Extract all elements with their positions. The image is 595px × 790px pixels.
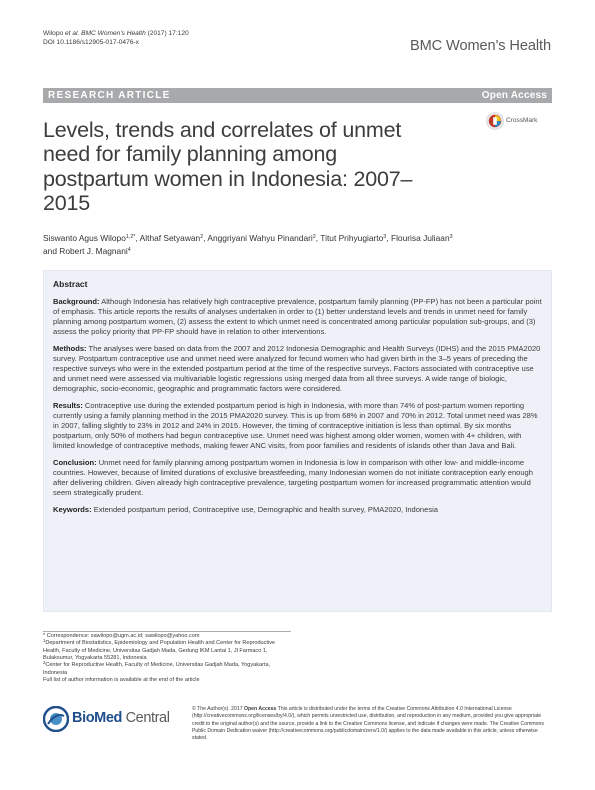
- affiliation-2: $^2$Center for Reproductive Health, Faculty of Medicine, Universitas Gadjah Mada, Yogyakarta, Indonesia: [43, 660, 271, 676]
- open-access-label: Open Access: [481, 89, 547, 101]
- abstract-results: Results: Contraceptive use during the extended postpartum period is high in Indonesia, with more than 74% of post-partum women reporting currently using a family planning method in the 2015 PMA2020 survey. This is up from 68% in 2007 and 70% in 2012. Total unmet need was 28% in 2007, falling slightly to 23% in 2012 and 24% in 2015. However, the timing of contraceptive initiation is less than optimal. By six months postpartum, only 50% of mothers had begun contraceptive use. Unmet need was highest among older women, women with 4+ children, with limited knowledge of contraceptive methods, making fewer ANC visits, from poor families and residents of islands other than Java and Bali.: [53, 400, 538, 451]
- citation-author: Wilopo: [43, 30, 64, 37]
- citation-volume: (2017) 17:120: [145, 30, 189, 37]
- crossmark-label: CrossMark: [506, 117, 538, 124]
- abstract-conclusion: Conclusion: Unmet need for family planning among postpartum women in Indonesia is low in comparison with other low- and middle-income countries. However, because of limited durations of exclusive breastfeeding, many Indonesian women do not initiate contraception early enough after delivering children. Given already high contraceptive prevalence, targeting postpartum women for increased programmatic attention would seem strategically prudent.: [53, 457, 533, 498]
- article-type: RESEARCH ARTICLE: [48, 89, 171, 101]
- journal-name: BMC Women's Health: [409, 38, 551, 54]
- crossmark-icon: [486, 112, 504, 130]
- license-prefix: © The Author(s). 2017: [192, 706, 244, 712]
- author: Flourisa Juliaan$^3$: [390, 233, 453, 243]
- correspondence: * Correspondence: sawilopo@ugm.ac.id; sawilopo@yahoo.com: [43, 633, 200, 639]
- author: Althaf Setyawan$^2$,: [139, 233, 208, 243]
- abstract-body: [53, 297, 545, 521]
- full-author-list-note: Full list of author information is available at the end of the article: [43, 677, 200, 684]
- abstract-background: Background: Although Indonesia has relatively high contraceptive prevalence, postpartum family planning (PP-FP) has not been a particular point of emphasis. This article reports the results of analyses undertaken in order to (1) better understand levels and trends in unmet need for family planning among postpartum women, (2) assess the extent to which unmet need is concentrated among particular population sub-groups, and (3) assess the policy priority that PP-FP should have in relation to other interventions.: [53, 297, 542, 337]
- citation-etal: et al. BMC Women's Health: [63, 30, 146, 37]
- biomed-central-wordmark: BioMed Central: [72, 710, 170, 726]
- license-open-access: Open Access: [244, 706, 277, 712]
- abstract-methods: Methods: The analyses were based on data from the 2007 and 2012 Indonesia Demographic and Health Surveys (IDHS) and the 2015 PMA2020 survey. Postpartum contraceptive use and unmet need were analyzed for fecund women who had given birth in the 3–5 years of preceding the respective surveys who were in the extended postpartum period at the time of the respective surveys. Factors associated with contraceptive use and unmet need were assessed via multivariable logistic regressions using merged data from all three surveys. A wide range of biologic, demographic, socio-economic, geographic and programmatic factors were considered.: [53, 343, 541, 394]
- abstract-box: [43, 270, 552, 612]
- biomed-central-logo-icon: [43, 706, 69, 732]
- author: Titut Prihyugiarto$^3$,: [320, 233, 391, 243]
- citation-line: [43, 29, 189, 38]
- article-title: Levels, trends and correlates of unmet need for family planning among postpartum women in Indonesia: 2007–2015: [43, 118, 413, 215]
- abstract-heading: Abstract: [53, 279, 88, 289]
- article-banner: [43, 88, 552, 103]
- citation-header: [43, 29, 189, 47]
- author: Siswanto Agus Wilopo$^{1,2*}$,: [43, 233, 140, 243]
- license-statement: [192, 706, 554, 742]
- author: and Robert J. Magnani$^4$: [43, 246, 131, 257]
- footnotes: [43, 633, 293, 684]
- author: Anggriyani Wahyu Pinandari$^2$,: [207, 233, 321, 243]
- footnote-divider: [43, 631, 291, 632]
- doi: DOI 10.1186/s12905-017-0476-x: [43, 39, 139, 46]
- biomed-central-logo: [43, 702, 173, 736]
- abstract-keywords: Keywords: Extended postpartum period, Contraceptive use, Demographic and health survey, PMA2020, Indonesia: [53, 504, 438, 514]
- author-list: [43, 232, 548, 259]
- crossmark-badge[interactable]: [486, 112, 552, 130]
- affiliation-1: $^1$Department of Biostatistics, Epidemiology and Population Health and Center for Reproductive Health, Faculty of Medicine, Universitas Gadjah Mada, Gedung IKM Lantai 1, Jl Farmaco 1, Bulaksumur, Yogyakarta 55281, Indonesia: [43, 638, 276, 662]
- license-text: This article is distributed under the terms of the Creative Commons Attribution 4.0 International License (http://creativecommons.org/licenses/by/4.0/), which permits unrestricted use, distribution, and reproduction in any medium, provided you give appropriate credit to the original author(s) and the source, provide a link to the Creative Commons license, and indicate if changes were made. The Creative Commons Public Domain Dedication waiver (http://creativecommons.org/publicdomain/zero/1.0/) applies to the data made available in this article, unless otherwise stated.: [192, 706, 544, 742]
